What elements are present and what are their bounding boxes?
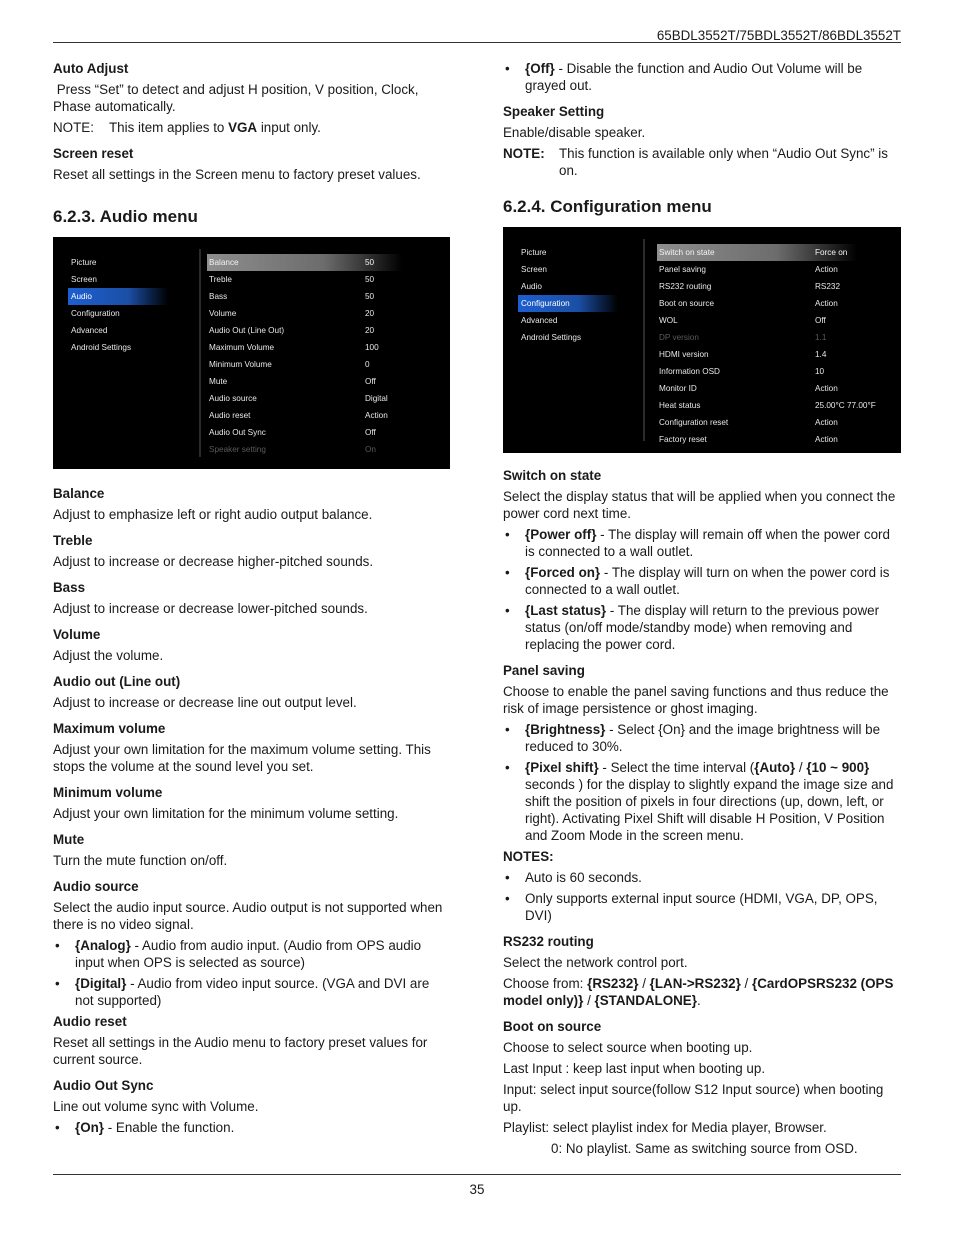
osd-row-value: 20 [365, 309, 375, 318]
osd-category-item: Android Settings [71, 343, 132, 352]
boot-on-source-p1: Choose to select source when booting up. [503, 1040, 753, 1055]
osd-row-label: Maximum Volume [209, 343, 275, 352]
osd-row-value: 50 [365, 258, 375, 267]
note-text: This function is available only when “Audio Out Sync” is on. [559, 146, 888, 178]
panel-saving-text: Choose to enable the panel saving functions and thus reduce the risk of image persistence or ghost imaging. [503, 684, 889, 716]
osd-row-label: Information OSD [659, 367, 720, 376]
osd-menu-row [657, 295, 857, 312]
osd-row-label: Configuration reset [659, 418, 729, 427]
rs232-text: Select the network control port. [503, 955, 688, 970]
osd-row-label: WOL [659, 316, 678, 325]
list-item: • Only supports external input source (HDMI, VGA, DP, OPS, DVI) [503, 890, 901, 924]
note-text: This item applies to VGA input only. [109, 120, 321, 135]
osd-category-item: Audio [521, 282, 542, 291]
mute-heading: Mute [53, 832, 85, 847]
osd-row-value: 25.00°C 77.00°F [815, 401, 876, 410]
osd-item-list [657, 244, 876, 448]
osd-menu-row [207, 373, 402, 390]
boot-on-source-p4: Playlist: select playlist index for Media player, Browser. [503, 1120, 827, 1135]
auto-adjust-heading: Auto Adjust [53, 61, 129, 76]
osd-category-item: Picture [71, 258, 97, 267]
audio-source-text: Select the audio input source. Audio output is not supported when there is no video signal. [53, 900, 443, 932]
osd-menu-row [657, 431, 857, 448]
osd-row-value: Action [815, 418, 838, 427]
note-label: NOTE: [53, 120, 94, 135]
osd-row-label: Monitor ID [659, 384, 697, 393]
osd-row-value: Force on [815, 248, 848, 257]
osd-row-label: Audio reset [209, 411, 251, 420]
osd-row-value: 100 [365, 343, 379, 352]
audio-source-heading: Audio source [53, 879, 139, 894]
list-item: • {Brightness} - Select {On} and the image brightness will be reduced to 30%. [503, 721, 901, 755]
osd-category-item: Configuration [71, 309, 120, 318]
header-rule [53, 42, 901, 43]
osd-row-value: Action [815, 265, 838, 274]
auto-adjust-text: Press “Set” to detect and adjust H position, V position, Clock, Phase automatically. [53, 82, 423, 114]
osd-menu-row [207, 356, 402, 373]
max-volume-text: Adjust your own limitation for the maximum volume setting. This stops the volume at the sound level you set. [53, 742, 431, 774]
osd-menu-row [207, 407, 402, 424]
osd-row-label: Minimum Volume [209, 360, 272, 369]
osd-menu-row [657, 312, 857, 329]
bass-heading: Bass [53, 580, 86, 595]
list-item: • Auto is 60 seconds. [503, 869, 901, 886]
osd-row-value: Action [815, 299, 838, 308]
osd-row-value: Action [365, 411, 388, 420]
screen-reset-text: Reset all settings in the Screen menu to factory preset values. [53, 167, 421, 182]
osd-menu-row [657, 329, 857, 346]
audio-out-sync-off-option [503, 60, 901, 94]
osd-category-list [518, 244, 618, 346]
note-label: NOTE: [503, 146, 545, 161]
treble-text: Adjust to increase or decrease higher-pitched sounds. [53, 554, 374, 569]
treble-heading: Treble [53, 533, 93, 548]
osd-row-label: Switch on state [659, 248, 715, 257]
osd-menu-row [207, 271, 402, 288]
osd-row-label: Audio Out Sync [209, 428, 266, 437]
osd-row-value: RS232 [815, 282, 841, 291]
osd-category-item: Configuration [518, 295, 618, 312]
osd-menu-row [207, 339, 402, 356]
osd-menu-row [657, 380, 857, 397]
osd-menu-row [207, 322, 402, 339]
osd-menu-row [207, 390, 402, 407]
osd-row-label: Audio Out (Line Out) [209, 326, 285, 335]
osd-row-label: RS232 routing [659, 282, 712, 291]
osd-menu-row [207, 441, 402, 458]
list-item: • {Off} - Disable the function and Audio Out Volume will be grayed out. [503, 60, 901, 94]
panel-saving-notes [503, 869, 901, 924]
balance-heading: Balance [53, 486, 105, 501]
osd-category-item: Advanced [521, 316, 558, 325]
auto-adjust-note [53, 119, 451, 136]
osd-row-value: 1.4 [815, 350, 827, 359]
min-volume-heading: Minimum volume [53, 785, 163, 800]
osd-row-label: Heat status [659, 401, 701, 410]
switch-on-text: Select the display status that will be applied when you connect the power cord next time. [503, 489, 896, 521]
header-model: 65BDL3552T/75BDL3552T/86BDL3552T [656, 28, 901, 43]
osd-row-label: Factory reset [659, 435, 707, 444]
bass-text: Adjust to increase or decrease lower-pitched sounds. [53, 601, 368, 616]
osd-row-value: 50 [365, 292, 375, 301]
audio-menu-title: 6.2.3. Audio menu [53, 207, 198, 226]
osd-row-label: HDMI version [659, 350, 709, 359]
osd-row-value: Digital [365, 394, 388, 403]
balance-text: Adjust to emphasize left or right audio output balance. [53, 507, 373, 522]
notes-label: NOTES: [503, 849, 554, 864]
panel-saving-heading: Panel saving [503, 663, 585, 678]
osd-item-list [207, 254, 402, 458]
osd-row-value: 1.1 [815, 333, 827, 342]
volume-text: Adjust the volume. [53, 648, 164, 663]
osd-category-item: Advanced [71, 326, 108, 335]
osd-row-label: Bass [209, 292, 228, 301]
list-item: • {Digital} - Audio from video input source. (VGA and DVI are not supported) [53, 975, 451, 1009]
osd-row-label: Treble [209, 275, 232, 284]
screen-reset-heading: Screen reset [53, 146, 134, 161]
osd-row-label: Speaker setting [209, 445, 266, 454]
osd-row-value: On [365, 445, 376, 454]
min-volume-text: Adjust your own limitation for the minimum volume setting. [53, 806, 399, 821]
audio-reset-heading: Audio reset [53, 1014, 127, 1029]
rs232-heading: RS232 routing [503, 934, 594, 949]
panel-saving-options [503, 721, 901, 844]
switch-on-heading: Switch on state [503, 468, 602, 483]
osd-menu-row [657, 244, 857, 261]
osd-menu-row [657, 414, 857, 431]
osd-menu-row [207, 254, 402, 271]
osd-menu-row [207, 288, 402, 305]
audio-out-heading: Audio out (Line out) [53, 674, 181, 689]
speaker-note [503, 145, 901, 179]
osd-category-item: Android Settings [521, 333, 582, 342]
boot-on-source-p2: Last Input : keep last input when booting up. [503, 1061, 766, 1076]
speaker-setting-heading: Speaker Setting [503, 104, 605, 119]
osd-category-item: Screen [71, 275, 97, 284]
right-column [503, 60, 901, 1161]
audio-out-text: Adjust to increase or decrease line out output level. [53, 695, 357, 710]
osd-row-label: DP version [659, 333, 699, 342]
osd-row-value: Off [815, 316, 826, 325]
list-item: • {Analog} - Audio from audio input. (Audio from OPS audio input when OPS is selected as source) [53, 937, 451, 971]
mute-text: Turn the mute function on/off. [53, 853, 228, 868]
osd-row-value: 0 [365, 360, 370, 369]
boot-on-source-p5: 0: No playlist. Same as switching source from OSD. [551, 1141, 858, 1156]
speaker-setting-text: Enable/disable speaker. [503, 125, 646, 140]
osd-row-value: 10 [815, 367, 825, 376]
osd-menu-row [207, 424, 402, 441]
audio-reset-text: Reset all settings in the Audio menu to factory preset values for current source. [53, 1035, 428, 1067]
osd-category-list [68, 254, 168, 356]
osd-row-label: Volume [209, 309, 237, 318]
boot-on-source-heading: Boot on source [503, 1019, 602, 1034]
osd-row-label: Panel saving [659, 265, 706, 274]
audio-out-sync-text: Line out volume sync with Volume. [53, 1099, 259, 1114]
audio-out-sync-options [53, 1119, 451, 1136]
osd-category-item: Picture [521, 248, 547, 257]
osd-row-label: Mute [209, 377, 228, 386]
osd-menu-row [657, 363, 857, 380]
osd-row-value: Off [365, 428, 376, 437]
osd-category-item: Audio [68, 288, 168, 305]
osd-row-label: Audio source [209, 394, 257, 403]
rs232-choices: Choose from: {RS232} / {LAN->RS232} / {CardOPSRS232 (OPS model only)} / {STANDALONE}. [503, 976, 894, 1008]
config-osd-screenshot [503, 227, 901, 453]
osd-row-value: 50 [365, 275, 375, 284]
osd-menu-row [657, 278, 857, 295]
osd-row-label: Boot on source [659, 299, 715, 308]
audio-osd-screenshot [53, 237, 450, 469]
osd-row-value: Off [365, 377, 376, 386]
audio-out-sync-heading: Audio Out Sync [53, 1078, 154, 1093]
osd-divider [643, 239, 645, 441]
osd-divider [199, 249, 201, 457]
boot-on-source-p3: Input: select input source(follow S12 Input source) when booting up. [503, 1082, 884, 1114]
volume-heading: Volume [53, 627, 101, 642]
max-volume-heading: Maximum volume [53, 721, 166, 736]
audio-source-options [53, 937, 451, 1009]
osd-menu-row [657, 261, 857, 278]
config-menu-title: 6.2.4. Configuration menu [503, 197, 712, 216]
list-item: • {Power off} - The display will remain off when the power cord is connected to a wall outlet. [503, 526, 901, 560]
footer-rule [53, 1174, 901, 1175]
list-item: • {Forced on} - The display will turn on when the power cord is connected to a wall outlet. [503, 564, 901, 598]
osd-menu-row [207, 305, 402, 322]
osd-menu-row [657, 346, 857, 363]
osd-row-label: Balance [209, 258, 239, 267]
left-column [53, 60, 451, 1140]
switch-on-options [503, 526, 901, 653]
list-item: • {On} - Enable the function. [53, 1119, 451, 1136]
osd-row-value: Action [815, 384, 838, 393]
osd-row-value: Action [815, 435, 838, 444]
page-number: 35 [469, 1182, 485, 1197]
osd-row-value: 20 [365, 326, 375, 335]
osd-menu-row [657, 397, 876, 414]
osd-category-item: Screen [521, 265, 547, 274]
list-item: • {Last status} - The display will return to the previous power status (on/off mode/standby mode) when removing and replacing the power cord. [503, 602, 901, 653]
list-item: • {Pixel shift} - Select the time interval ({Auto} / {10 ~ 900} seconds ) for the display to slightly expand the image size and shift the position of pixels in four directions (up, down, left, or right). Activating Pixel Shift will disable H Position, V Position and Zoom Mode in the screen menu. [503, 759, 901, 844]
